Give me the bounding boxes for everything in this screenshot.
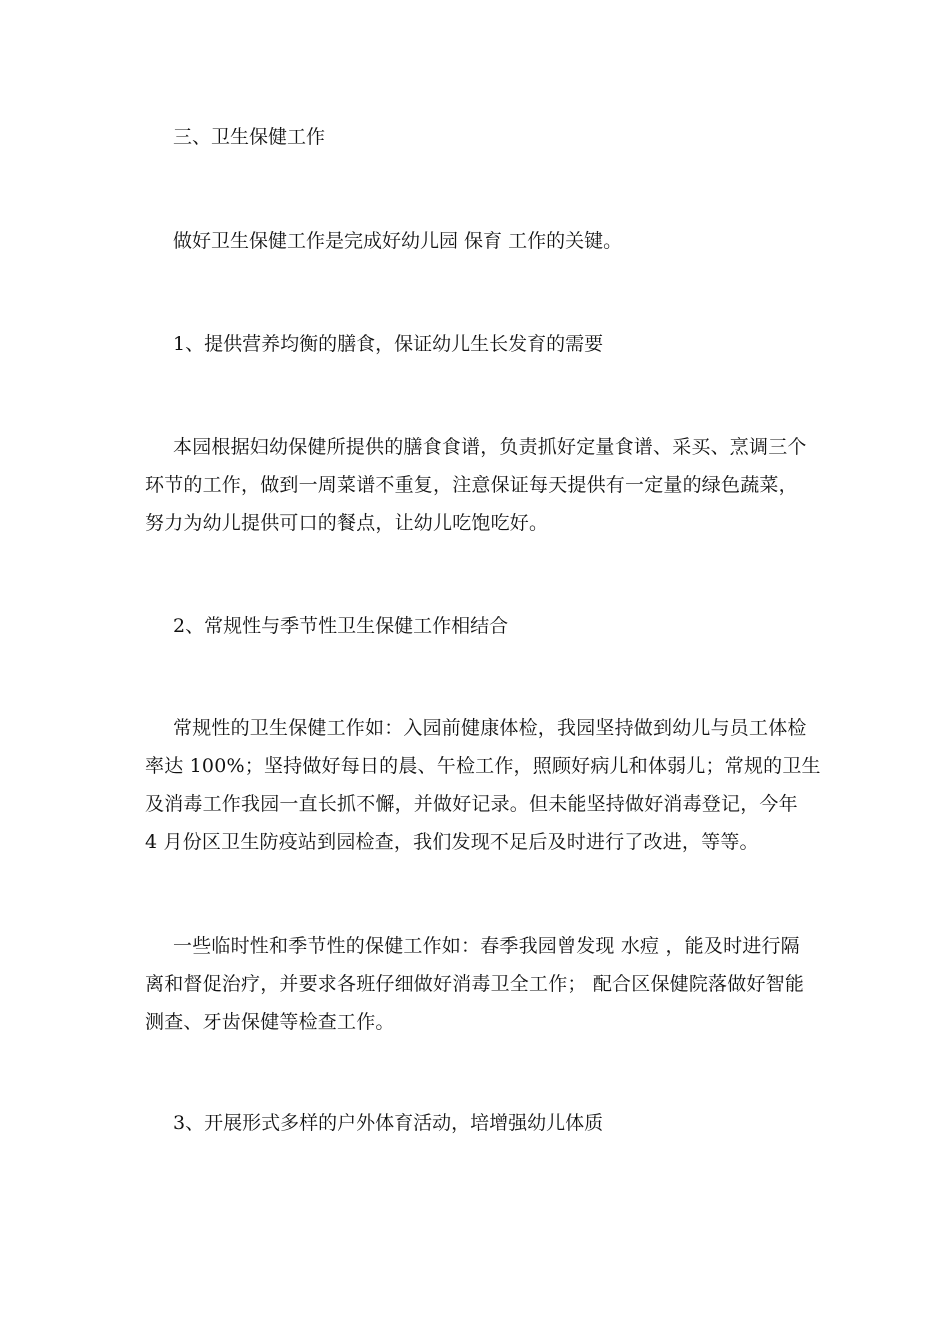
item2-paragraph [145,709,821,861]
section-title: 三、卫生保健工作 [173,126,326,148]
item2-line-3: 及消毒工作我园一直长抓不懈，并做好记录。但未能坚持做好消毒登记，今年 [145,793,798,815]
item2b-line-3: 测查、牙齿保健等检查工作。 [145,1011,395,1033]
item1-paragraph [145,428,810,542]
item2b-paragraph [145,927,810,1041]
item2b-line-1: 一些临时性和季节性的保健工作如：春季我园曾发现 水痘 ，能及时进行隔 [173,935,800,957]
item1-heading: 1、提供营养均衡的膳食，保证幼儿生长发育的需要 [173,333,604,355]
item3-heading: 3、开展形式多样的户外体育活动，培增强幼儿体质 [173,1112,604,1134]
intro-paragraph: 做好卫生保健工作是完成好幼儿园 保育 工作的关键。 [173,230,623,252]
item2-line-4: 4 月份区卫生防疫站到园检查，我们发现不足后及时进行了改进，等等。 [145,831,759,853]
item2b-line-2: 离和督促治疗，并要求各班仔细做好消毒卫全工作； 配合区保健院落做好智能 [145,973,805,995]
item1-line-2: 环节的工作，做到一周菜谱不重复，注意保证每天提供有一定量的绿色蔬菜， [145,474,798,496]
item2-line-1: 常规性的卫生保健工作如：入园前健康体检，我园坚持做到幼儿与员工体检 [173,717,807,739]
item2-heading: 2、常规性与季节性卫生保健工作相结合 [173,615,509,637]
item1-line-1: 本园根据妇幼保健所提供的膳食食谱，负责抓好定量食谱、采买、烹调三个 [173,436,807,458]
item2-line-2: 率达 100%；坚持做好每日的晨、午检工作，照顾好病儿和体弱儿；常规的卫生 [145,755,821,777]
item1-line-3: 努力为幼儿提供可口的餐点，让幼儿吃饱吃好。 [145,512,549,534]
